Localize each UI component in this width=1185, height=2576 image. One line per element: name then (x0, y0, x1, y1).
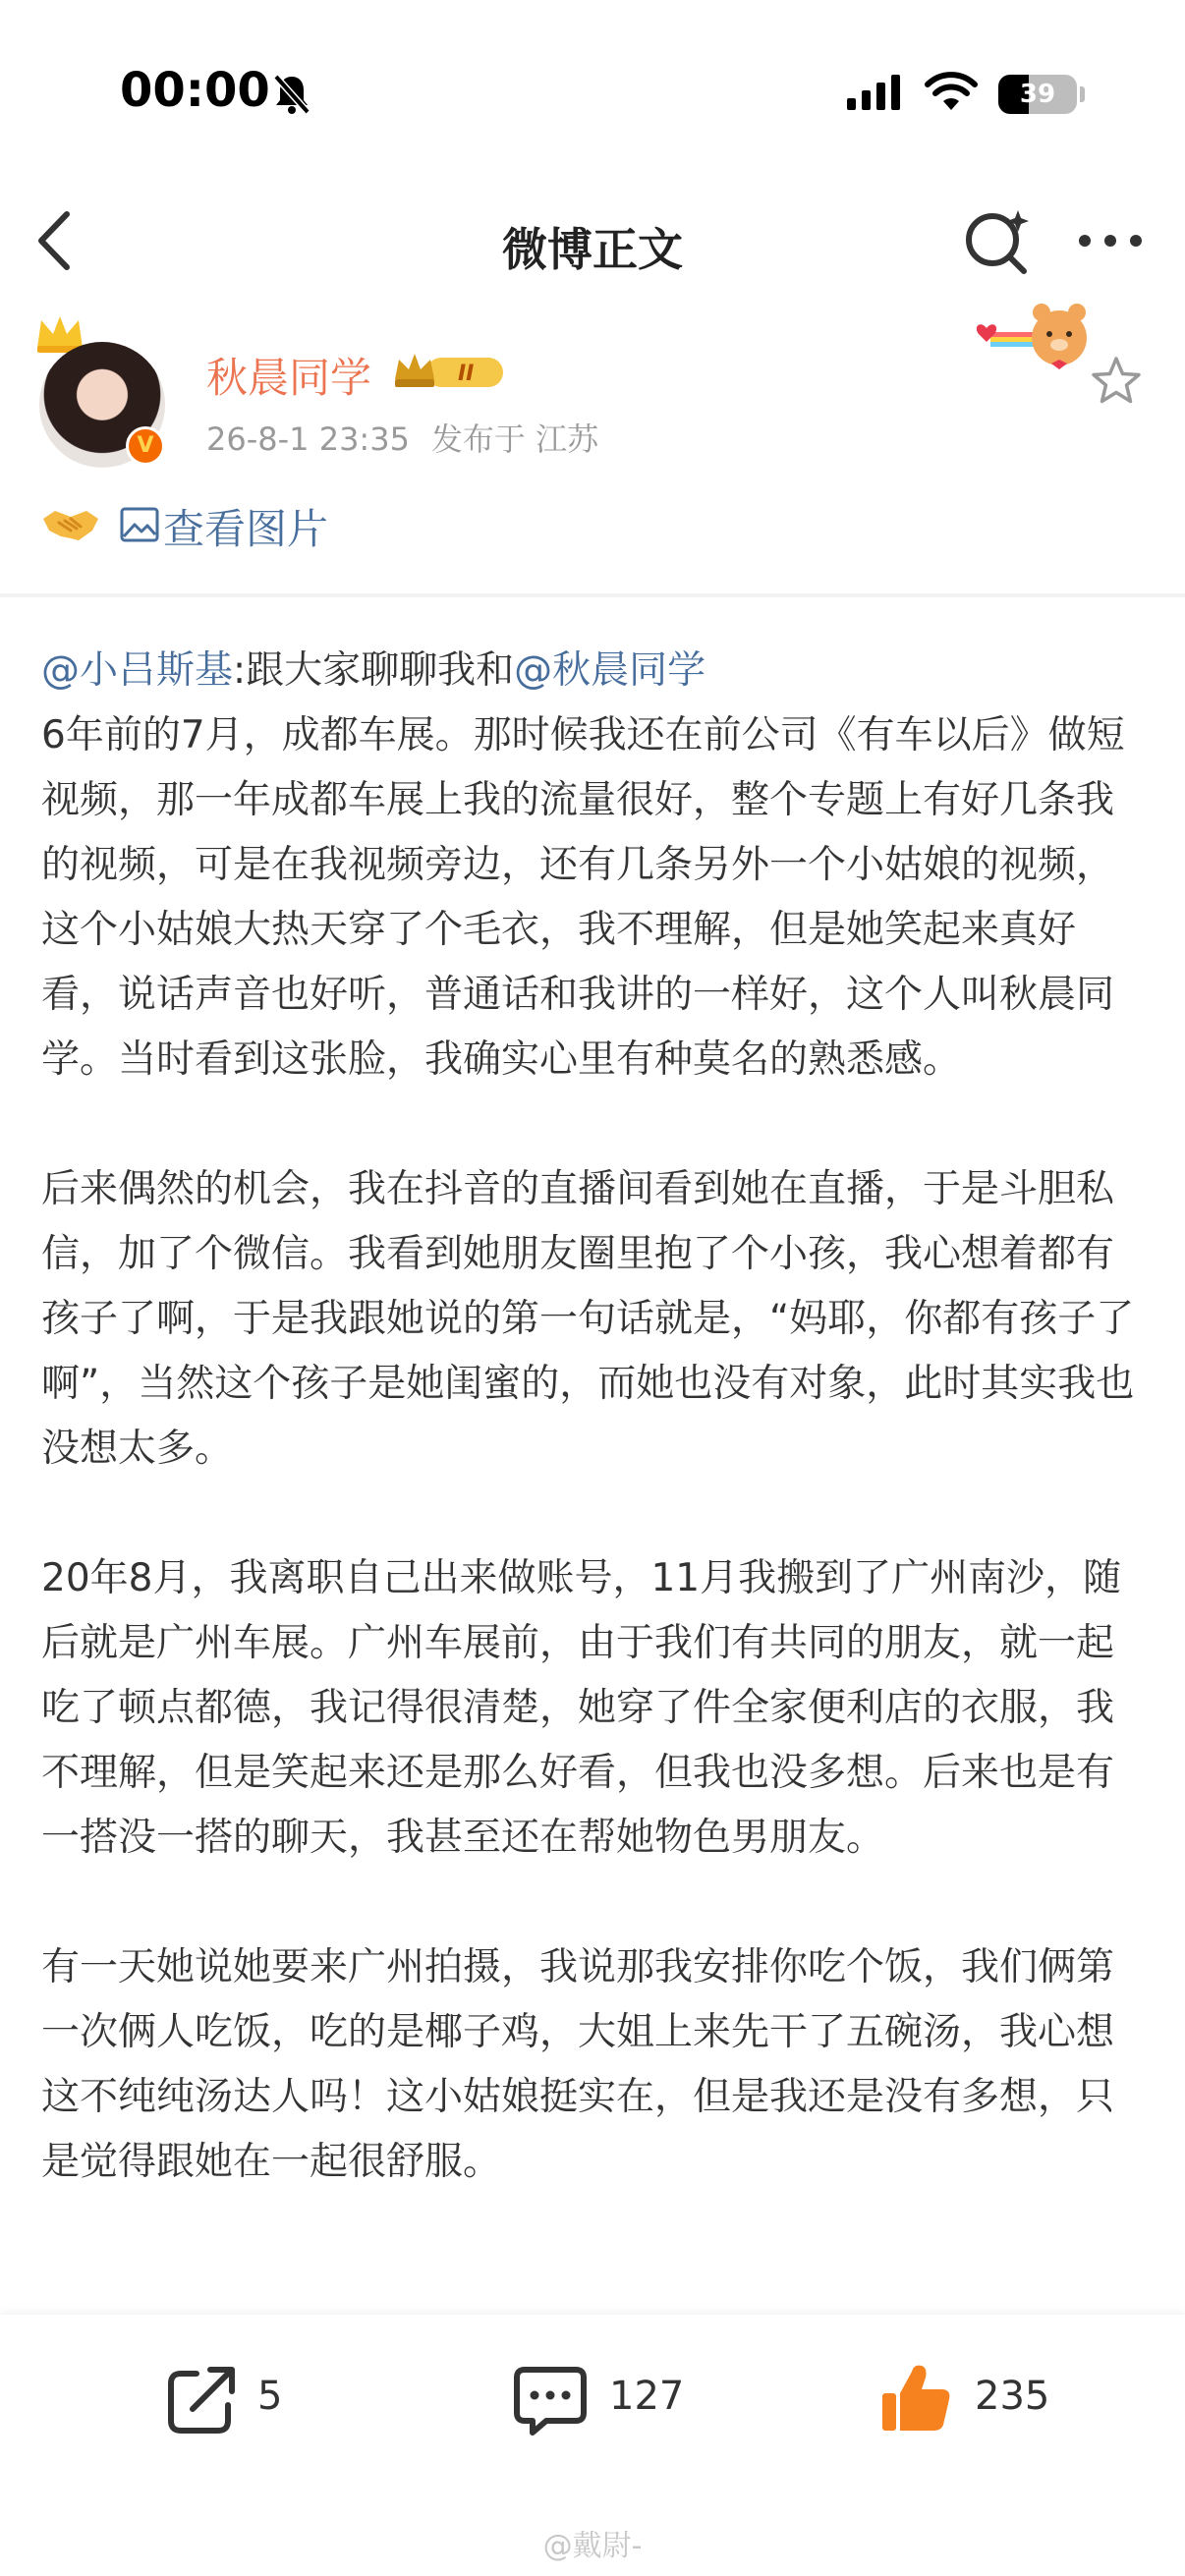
post-meta (206, 415, 598, 460)
post-paragraph: 20年8月，我离职自己出来做账号，11月我搬到了广州南沙，随后就是广州车展。广州车展前，由于我们有共同的朋友，就一起吃了顿点都德，我记得很清楚，她穿了件全家便利店的衣服，我不理解，但是笑起来还是那么好看，但我也没多想。后来也是有一搭没一搭的聊天，我甚至还在帮她物色男朋友。 (41, 1556, 1122, 1860)
bear-sticker-icon (973, 299, 1100, 377)
handshake-icon (41, 501, 100, 548)
search-icon[interactable] (959, 202, 1038, 281)
thumbs-up-icon (876, 2360, 955, 2438)
status-bar (0, 0, 1185, 187)
more-icon[interactable] (1071, 206, 1150, 275)
verified-icon: V (126, 426, 165, 466)
favorite-star-icon[interactable] (1089, 354, 1144, 409)
cellular-signal-icon (847, 73, 906, 112)
comment-count: 127 (609, 2374, 685, 2419)
status-time: 00:00 (120, 63, 270, 118)
mention-link[interactable]: @小吕斯基 (41, 648, 234, 693)
author-name[interactable]: 秋晨同学 (206, 354, 372, 402)
wifi-icon (924, 71, 979, 114)
intro-text: :跟大家聊聊我和 (233, 648, 515, 693)
battery-percent: 39 (1019, 80, 1056, 109)
post-paragraph: 有一天她说她要来广州拍摄，我说那我安排你吃个饭，我们俩第一次俩人吃饭，吃的是椰子鸡，大姐上来先干了五碗汤，我心想这不纯纯汤达人吗！这小姑娘挺实在，但是我还是没有多想，只是觉得跟她在一起很舒服。 (41, 1945, 1115, 2184)
post-intro (41, 639, 1148, 703)
watermark: @戴尉- (542, 2529, 643, 2563)
repost-count: 5 (257, 2374, 283, 2419)
image-icon (120, 507, 159, 542)
section-divider (0, 593, 1185, 597)
mention-link[interactable]: @秋晨同学 (514, 648, 706, 693)
vip-badge-icon[interactable] (393, 350, 509, 393)
repost-icon (163, 2360, 242, 2438)
battery-cap (1080, 86, 1085, 102)
page-title: 微博正文 (502, 223, 683, 276)
view-images-label: 查看图片 (163, 505, 329, 553)
post-paragraph: 6年前的7月，成都车展。那时候我还在前公司《有车以后》做短视频，那一年成都车展上我的流量很好，整个专题上有好几条我的视频，可是在我视频旁边，还有几条另外一个小姑娘的视频，这个小姑娘大热天穿了个毛衣，我不理解，但是她笑起来真好看，说话声音也好听，普通话和我讲的一样好，这个人叫秋晨同学。当时看到这张脸，我确实心里有种莫名的熟悉感。 (41, 713, 1125, 1082)
author-header (0, 295, 1185, 589)
comment-icon (511, 2360, 590, 2438)
post-date: 26-8-1 23:35 (206, 420, 410, 458)
vip-level: II (458, 362, 475, 386)
like-count: 235 (975, 2374, 1050, 2419)
post-paragraph: 后来偶然的机会，我在抖音的直播间看到她在直播，于是斗胆私信，加了个微信。我看到她朋友圈里抱了个小孩，我心想着都有孩子了啊，于是我跟她说的第一句话就是，“妈耶，你都有孩子了啊”，当然这个孩子是她闺蜜的，而她也没有对象，此时其实我也没想太多。 (41, 1167, 1135, 1471)
nav-bar (0, 187, 1185, 295)
battery-icon (998, 75, 1077, 114)
post-location: 发布于 江苏 (430, 420, 599, 458)
bell-muted-icon (272, 73, 311, 116)
post-body (41, 639, 1148, 2260)
action-bar (0, 2315, 1185, 2576)
